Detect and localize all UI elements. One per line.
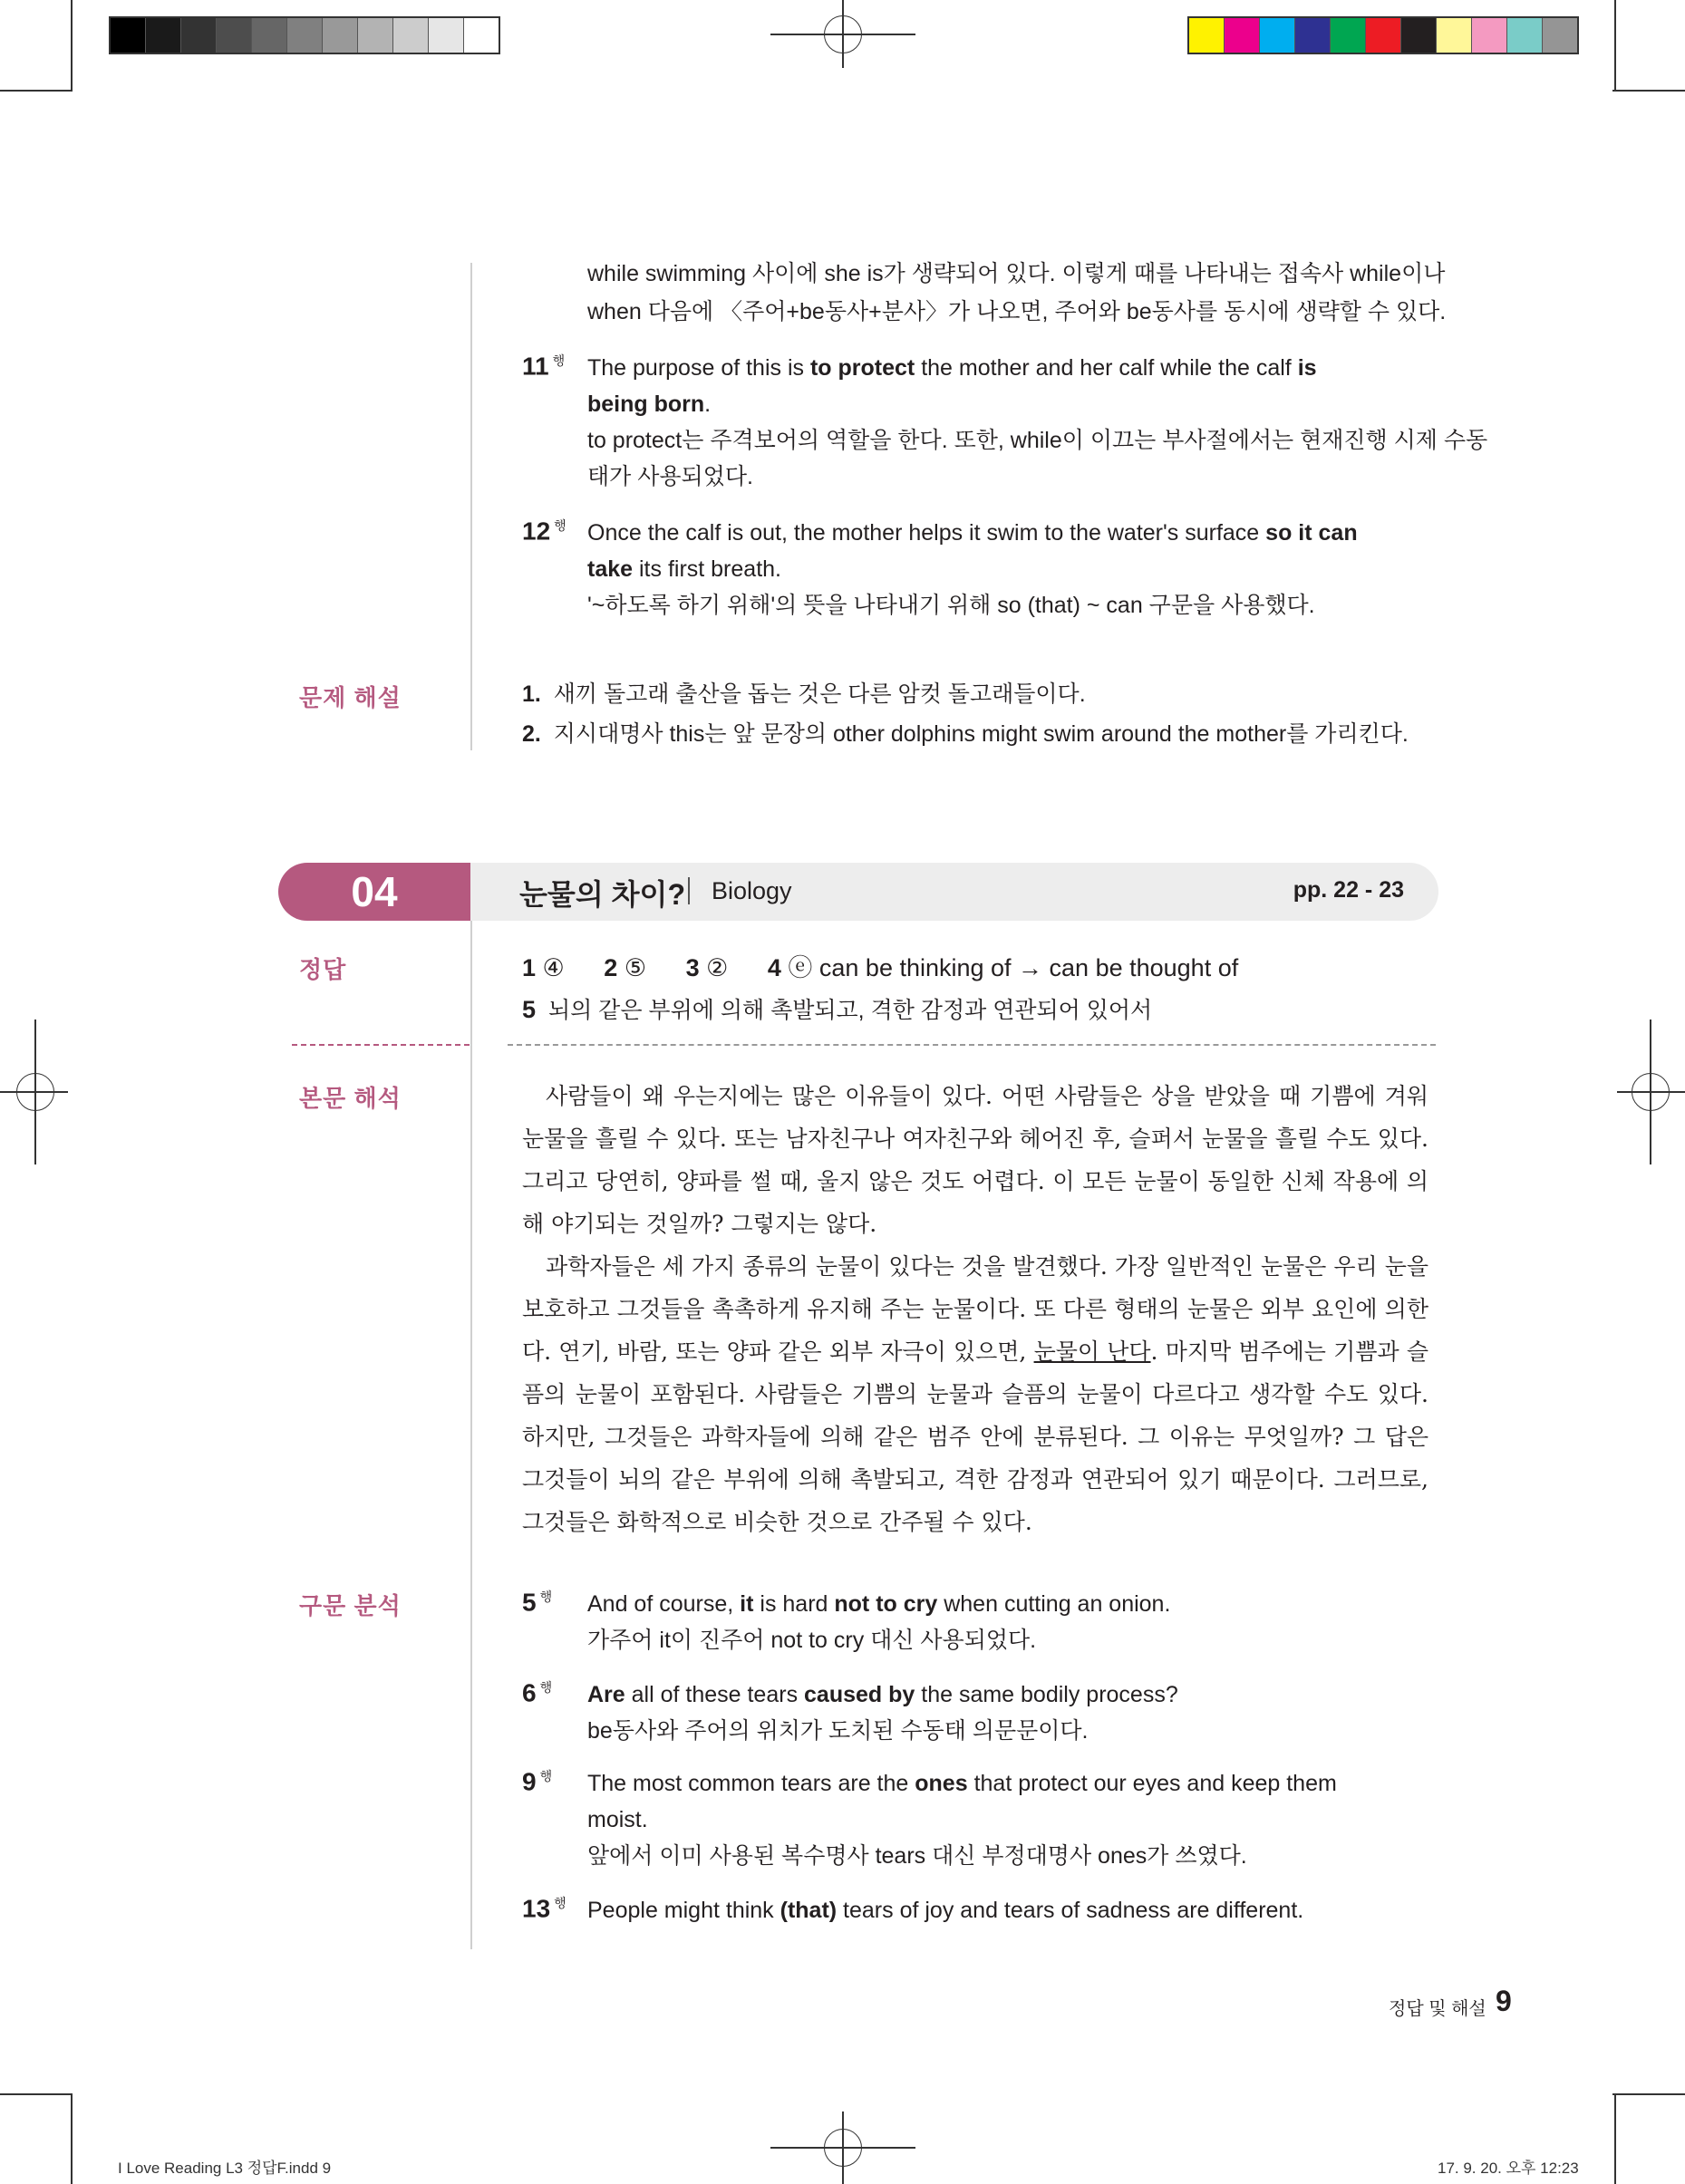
unit-title: 눈물의 차이? bbox=[519, 878, 685, 911]
color-swatch bbox=[1507, 18, 1543, 53]
english-sentence-cont: take its first breath. bbox=[587, 556, 781, 582]
line-suffix: 행 bbox=[552, 353, 566, 368]
answer-row-2: 5 뇌의 같은 부위에 의해 촉발되고, 격한 감정과 연관되어 있어서 bbox=[522, 996, 1153, 1023]
color-swatch bbox=[1472, 18, 1507, 53]
color-swatch bbox=[1437, 18, 1472, 53]
gray-swatch bbox=[393, 18, 429, 53]
color-swatch bbox=[1189, 18, 1225, 53]
column-divider bbox=[470, 263, 472, 750]
english-sentence: Are all of these tears caused by the same bodily process? bbox=[587, 1682, 1178, 1707]
korean-explanation: '~하도록 하기 위해'의 뜻을 나타내기 위해 so (that) ~ can 구문을 사용했다. bbox=[587, 593, 1315, 618]
problem-item-1: 1. 새끼 돌고래 출산을 돕는 것은 다른 암컷 돌고래들이다. bbox=[522, 681, 1086, 707]
color-swatch bbox=[1295, 18, 1331, 53]
gray-swatch bbox=[323, 18, 358, 53]
korean-explanation: 가주어 it이 진주어 not to cry 대신 사용되었다. bbox=[587, 1628, 1037, 1653]
answer-label: 정답 bbox=[299, 956, 347, 983]
gray-swatch bbox=[146, 18, 181, 53]
answer-row-1: 1 ④ 2 ⑤ 3 ② 4 ⓔ can be thinking of → can be thought of bbox=[522, 954, 1239, 981]
english-sentence: People might think (that) tears of joy and tears of sadness are different. bbox=[587, 1898, 1304, 1923]
color-swatch bbox=[1225, 18, 1260, 53]
color-swatch bbox=[1366, 18, 1401, 53]
problem-item-2: 2. 지시대명사 this는 앞 문장의 other dolphins might swim around the mother를 가리킨다. bbox=[522, 721, 1409, 747]
english-sentence-cont: moist. bbox=[587, 1807, 648, 1832]
gray-swatch bbox=[181, 18, 217, 53]
page-number: 9 bbox=[1496, 1985, 1512, 2017]
line-number: 6 $^행$ bbox=[522, 1678, 553, 1707]
english-sentence: Once the calf is out, the mother helps it swim to the water's surface so it can bbox=[587, 520, 1358, 546]
color-swatch bbox=[1260, 18, 1295, 53]
translation-paragraph-1: 사람들이 왜 우는지에는 많은 이유들이 있다. 어떤 사람들은 상을 받았을 때 기쁨에 겨워 눈물을 흘릴 수 있다. 또는 남자친구나 여자친구와 헤어진 후, 슬퍼서 눈물을 흘릴 수도 있다. 그리고 당연히, 양파를 썰 때, 울지 않은 것도 어렵다. 이 모든 눈물이 동일한 신체 작용에 의해 야기되는 것일까? 그렇지는 않다. bbox=[522, 1083, 1428, 1237]
unit-pages: pp. 22 - 23 bbox=[1293, 877, 1404, 903]
translation-paragraph-2: 과학자들은 세 가지 종류의 눈물이 있다는 것을 발견했다. 가장 일반적인 눈물은 우리 눈을 보호하고 그것들을 촉촉하게 유지해 주는 눈물이다. 또 다른 형태의 눈물은 외부 요인에 의한다. 연기, 바람, 또는 양파 같은 외부 자극이 있으면, 눈물이 난다. 마지막 범주에는 기쁨과 슬픔의 눈물이 포함된다. 사람들은 기쁨의 눈물과 슬픔의 눈물이 다르다고 생각할 수도 있다. 하지만, 그것들은 과학자들에 의해 같은 범주 안에 분류된다. 그 이유는 무엇일까? 그 답은 그것들이 뇌의 같은 부위에 의해 촉발되고, 격한 감정과 연관되어 있기 때문이다. 그러므로, 그것들은 화학적으로 비슷한 것으로 간주될 수 있다. bbox=[522, 1253, 1428, 1535]
english-sentence: The purpose of this is to protect the mother and her calf while the calf is bbox=[587, 355, 1317, 381]
translation-body bbox=[522, 1075, 1428, 1543]
line-number: 13 $^행$ bbox=[522, 1894, 567, 1923]
grayscale-color-bar bbox=[109, 16, 500, 54]
color-swatch bbox=[1401, 18, 1437, 53]
slug-timestamp: 17. 9. 20. 오후 12:23 bbox=[1438, 2160, 1579, 2177]
english-sentence-cont: being born. bbox=[587, 391, 712, 417]
unit-number: 04 bbox=[278, 863, 470, 921]
color-swatch bbox=[1331, 18, 1366, 53]
gray-swatch bbox=[429, 18, 464, 53]
line-number: 11 bbox=[522, 352, 549, 381]
syntax-analysis-label: 구문 분석 bbox=[299, 1592, 402, 1619]
gray-swatch bbox=[464, 18, 499, 53]
unit-header bbox=[278, 863, 1438, 921]
continued-note-line-2: when 다음에 〈주어+be동사+분사〉가 나오면, 주어와 be동사를 동시에 생략할 수 있다. bbox=[587, 299, 1447, 324]
title-separator bbox=[688, 877, 690, 904]
line-number: 9 $^행$ bbox=[522, 1767, 553, 1796]
line-suffix: 행 bbox=[554, 518, 567, 533]
gray-swatch bbox=[358, 18, 393, 53]
gray-swatch bbox=[287, 18, 323, 53]
line-number: 5 $^행$ bbox=[522, 1588, 553, 1617]
korean-explanation-cont: 태가 사용되었다. bbox=[587, 464, 753, 489]
problem-explanation-label: 문제 해설 bbox=[299, 684, 402, 711]
label-divider bbox=[292, 1044, 470, 1046]
english-sentence: The most common tears are the ones that protect our eyes and keep them bbox=[587, 1771, 1337, 1796]
slug-filename: I Love Reading L3 정답F.indd 9 bbox=[118, 2160, 332, 2177]
footer-section-title: 정답 및 해설 bbox=[1389, 1999, 1486, 2019]
color-swatch bbox=[1543, 18, 1577, 53]
gray-swatch bbox=[217, 18, 252, 53]
underlined-phrase: 눈물이 난다 bbox=[1033, 1338, 1151, 1365]
content-divider bbox=[508, 1044, 1436, 1046]
line-number: 12 bbox=[522, 517, 551, 546]
gray-swatch bbox=[252, 18, 287, 53]
english-sentence: And of course, it is hard not to cry when cutting an onion. bbox=[587, 1591, 1171, 1617]
column-divider bbox=[470, 921, 472, 1949]
gray-swatch bbox=[111, 18, 146, 53]
korean-explanation: be동사와 주어의 위치가 도치된 수동태 의문문이다. bbox=[587, 1718, 1089, 1744]
unit-subject: Biology bbox=[712, 877, 792, 904]
korean-explanation: to protect는 주격보어의 역할을 한다. 또한, while이 이끄는 부사절에서는 현재진행 시제 수동 bbox=[587, 428, 1488, 453]
process-color-bar bbox=[1187, 16, 1579, 54]
continued-note-line-1: while swimming 사이에 she is가 생략되어 있다. 이렇게 때를 나타내는 접속사 while이나 bbox=[587, 261, 1446, 286]
korean-explanation: 앞에서 이미 사용된 복수명사 tears 대신 부정대명사 ones가 쓰였다. bbox=[587, 1843, 1247, 1869]
translation-label: 본문 해석 bbox=[299, 1085, 402, 1112]
